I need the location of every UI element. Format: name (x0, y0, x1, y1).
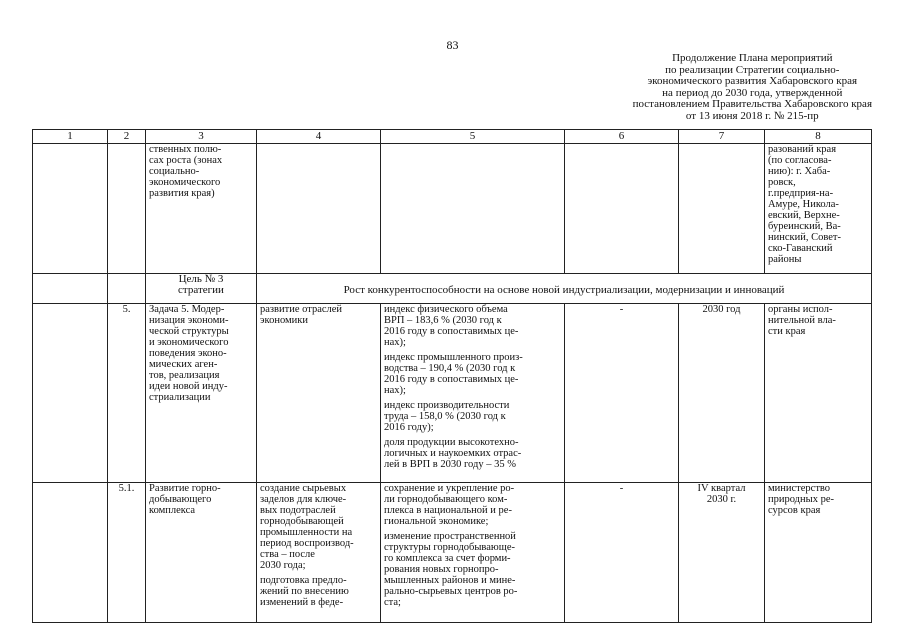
col6-value: - (565, 483, 679, 623)
deadline-text (679, 483, 765, 623)
action-plan-table (32, 129, 872, 623)
page-number: 83 (446, 38, 459, 52)
approval-line: от 13 июня 2018 г. № 215-пр (685, 109, 819, 122)
table-cell (108, 144, 146, 274)
col6-value: - (565, 304, 679, 483)
table-cell (381, 144, 565, 274)
measures-text: подготовка предло- жений по внесению изменений в феде- (260, 575, 349, 608)
approval-note (633, 53, 872, 122)
table-cell (33, 304, 108, 483)
approval-line: по реализации Стратегии социально- (665, 63, 840, 76)
indicator-text: индекс физического объема ВРП – 183,6 % (2030 год к 2016 году в сопоставимых це- нах); (384, 304, 519, 348)
table-cell (565, 144, 679, 274)
measures-text: развитие отраслей экономики (260, 304, 343, 326)
task-number: 5.1. (108, 483, 146, 623)
table-row-goal (33, 274, 872, 304)
approval-line: Продолжение Плана мероприятий (672, 52, 833, 64)
responsible-text: органы испол- нительной вла- сти края (768, 304, 836, 337)
continued-task-text: ственных полю- сах роста (зонах социально- экономического развития края) (149, 144, 223, 199)
indicator-text: доля продукции высокотехно- логичных и наукоемких отрас- лей в ВРП в 2030 году – 35 % (384, 437, 522, 470)
continued-responsible-text: разований края (по согласова- нию): г. Хаба- ровск, г.предприя-на- Амуре, Никола- евский, Верхне- буреинский, Ва- нинский, Совет- ско-Гаванский районы (768, 144, 842, 265)
indicator-text: изменение пространственной структуры горнодобывающе- го комплекса за счет форми- рования новых горнопро- мышленных районов и мине- рально-сырьевых центров ро- ста; (384, 531, 518, 608)
table-cell (146, 304, 257, 483)
column-header: 5 (381, 130, 565, 144)
approval-line: на период до 2030 года, утвержденной (662, 86, 843, 99)
table-cell (108, 274, 146, 304)
column-header: 7 (679, 130, 765, 144)
indicator-text: индекс промышленного произ- водства – 190,4 % (2030 год к 2016 году в сопоставимых це- нах); (384, 352, 523, 396)
header-row (33, 130, 872, 144)
table-cell (33, 483, 108, 623)
table-cell (257, 483, 381, 623)
goal-title: Цель № 3 стратегии (178, 273, 224, 296)
responsible-text: министерство природных ре- сурсов края (768, 483, 834, 516)
column-header: 4 (257, 130, 381, 144)
table-cell (381, 304, 565, 483)
task-number: 5. (108, 304, 146, 483)
deadline-value: IV квартал 2030 г. (697, 483, 746, 505)
column-header: 1 (33, 130, 108, 144)
table-cell (33, 144, 108, 274)
table-cell (146, 274, 257, 304)
column-header: 6 (565, 130, 679, 144)
table-cell (765, 304, 872, 483)
table-cell (765, 144, 872, 274)
table-row-task-5 (33, 304, 872, 483)
table-cell (33, 274, 108, 304)
approval-line: экономического развития Хабаровского края (647, 75, 858, 87)
measures-text: создание сырьевых заделов для ключе- вых подотраслей горнодобывающей промышленности на период воспроизвод- ства – после 2030 года; (260, 483, 354, 571)
task-text: Задача 5. Модер- низация экономи- ческой структуры и экономического поведения эконо- мических аген- тов, реализация идеи новой инду- стриализации (149, 304, 229, 403)
table-cell (146, 144, 257, 274)
table-row-task-5-1 (33, 483, 872, 623)
indicator-text: сохранение и укрепление ро- ли горнодобывающего ком- плекса в национальной и ре- гиональной экономике; (384, 483, 515, 527)
column-header: 2 (108, 130, 146, 144)
table-cell (146, 483, 257, 623)
table-cell (257, 144, 381, 274)
approval-line: постановлением Правительства Хабаровского края (632, 98, 872, 110)
column-header: 8 (765, 130, 872, 144)
deadline-text: 2030 год (679, 304, 765, 483)
table-row-continued (33, 144, 872, 274)
indicator-text: индекс производительности труда – 158,0 % (2030 год к 2016 году); (384, 400, 510, 433)
table-cell (679, 144, 765, 274)
table-cell (381, 483, 565, 623)
table-cell (257, 304, 381, 483)
table-cell (765, 483, 872, 623)
goal-text: Рост конкурентоспособности на основе новой индустриализации, модернизации и инноваций (257, 274, 872, 304)
column-header: 3 (146, 130, 257, 144)
task-text: Развитие горно- добывающего комплекса (149, 483, 221, 516)
